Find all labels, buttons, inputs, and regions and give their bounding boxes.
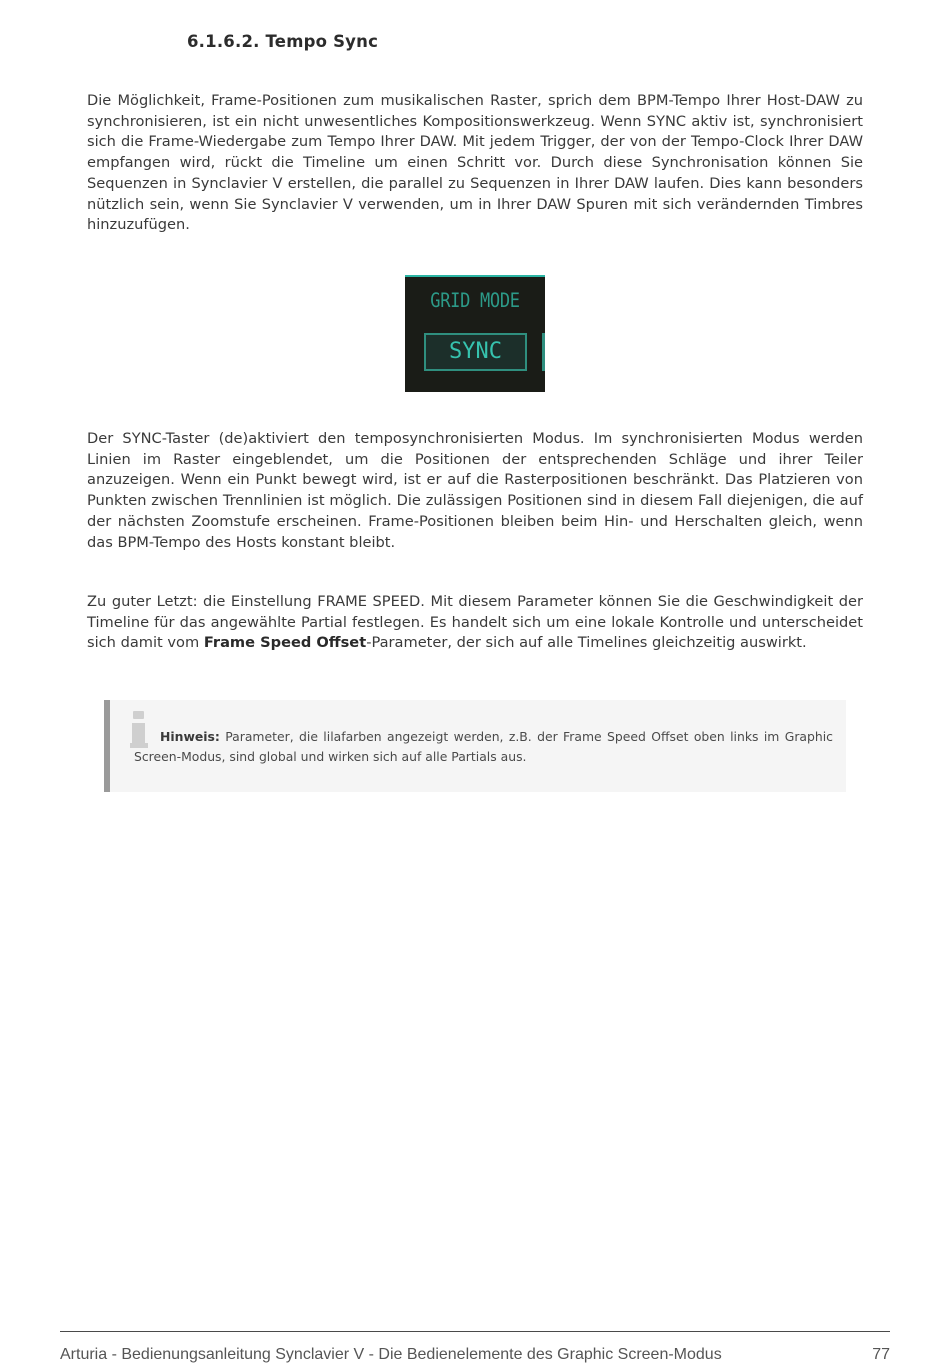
intro-paragraph: Die Möglichkeit, Frame-Positionen zum musikalischen Raster, sprich dem BPM-Tempo Ihrer Host-DAW zu synchronisieren, ist ein nicht unwesentliches Kompositionswerkzeug. Wenn SYNC aktiv ist, synchronisiert sich die Frame-Wiedergabe zum Tempo Ihrer DAW. Mit jedem Trigger, der von der Tempo-Clock Ihrer DAW empfangen wird, rückt die Timeline um einen Schritt vor. Durch diese Synchronisation können Sie Sequenzen in Synclavier V erstellen, die parallel zu Sequenzen in Ihrer DAW laufen. Dies kann besonders nützlich sein, wenn Sie Synclavier V verwenden, um in Ihrer DAW Spuren mit sich verändernden Timbres hinzuzufügen. xyxy=(87,92,863,234)
note-label: Hinweis: xyxy=(160,729,220,744)
note-text xyxy=(134,727,833,767)
section-title: 6.1.6.2. Tempo Sync xyxy=(187,32,379,51)
frame-speed-paragraph xyxy=(87,592,863,654)
sync-button-paragraph: Der SYNC-Taster (de)aktiviert den temposynchronisierten Modus. Im synchronisierten Modus werden Linien im Raster eingeblendet, um die Positionen der entsprechenden Schläge und ihrer Teiler anzuzeigen. Wenn ein Punkt bewegt wird, ist er auf die Rasterpositionen beschränkt. Das Platzieren von Punkten zwischen Trennlinien ist möglich. Die zulässigen Positionen sind in diesem Fall diejenigen, die auf der nächsten Zoomstufe erscheinen. Frame-Positionen bleiben beim Hin- und Herschalten gleich, wenn das BPM-Tempo des Hosts konstant bleibt. xyxy=(87,430,863,551)
note-box xyxy=(104,700,846,792)
frame-speed-offset-term: Frame Speed Offset xyxy=(203,634,367,652)
screenshot-top-border xyxy=(405,275,545,277)
sync-button: SYNC xyxy=(424,333,527,371)
grid-mode-label: GRID MODE xyxy=(430,289,520,313)
note-body: Parameter, die lilafarben angezeigt werden, z.B. der Frame Speed Offset oben links im Graphic Screen-Modus, sind global und wirken sich auf alle Partials aus. xyxy=(134,729,833,764)
adjacent-button-edge xyxy=(542,333,545,371)
footer-text: Arturia - Bedienungsanleitung Synclavier V - Die Bedienelemente des Graphic Screen-Modus xyxy=(60,1346,722,1363)
footer-divider xyxy=(60,1331,890,1332)
frame-speed-text-before: Zu guter Letzt: die Einstellung FRAME SPEED. Mit diesem Parameter können Sie die Geschwindigkeit der Timeline für das angewählte Partial festlegen. Es handelt sich um eine lokale Kontrolle und unterscheidet sich damit vom xyxy=(87,593,863,652)
frame-speed-text-after: -Parameter, der sich auf alle Timelines gleichzeitig auswirkt. xyxy=(366,634,807,652)
grid-mode-screenshot xyxy=(405,275,545,392)
page-number: 77 xyxy=(872,1346,890,1363)
